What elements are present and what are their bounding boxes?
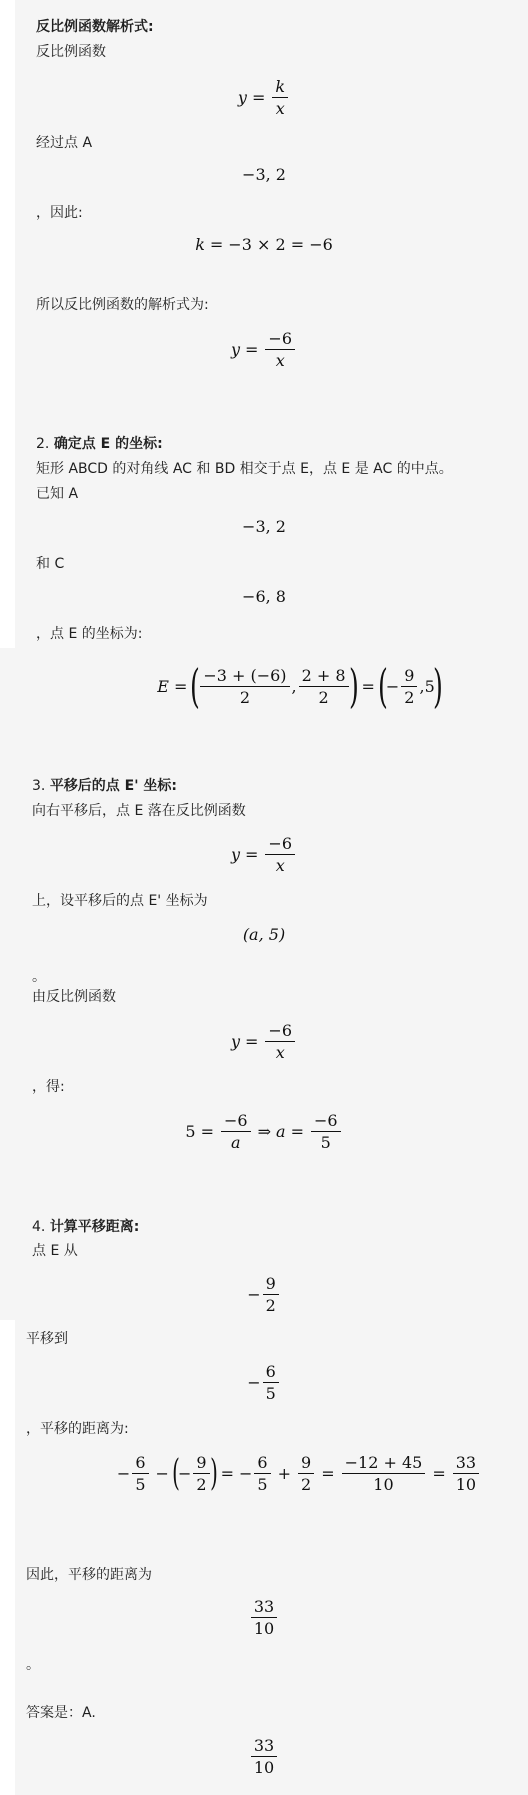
section-4-text-5: 。	[26, 1657, 40, 1673]
section-4-heading: 4. 计算平移距离:	[32, 1219, 140, 1235]
section-1-text-1: 反比例函数	[36, 44, 106, 60]
point-c-coordinates: −6, 8	[242, 587, 286, 606]
formula-distance: − $\frac{6}{5}$ − ( − $\frac{9}{2}$ ) = − $\frac{6}{5}$ + $\frac{9}{2}$ = $\frac{-12 + 45}{10}$ = $\frac{33}{10}$	[35, 1454, 528, 1493]
value-neg-6-over-5: − $\frac{6}{5}$	[0, 1363, 528, 1402]
section-3-text-2: 上，设平移后的点 E' 坐标为	[32, 893, 208, 909]
answer-text: 答案是：A.	[26, 1705, 96, 1721]
section-3-text-4: 由反比例函数	[32, 989, 116, 1005]
section-2-heading: 2. 确定点 E 的坐标:	[36, 436, 163, 452]
answer-value-33-over-10: $\frac{33}{10}$	[0, 1737, 528, 1776]
formula-y-equals-neg6-over-x: y = $\frac{-6}{x}$	[0, 330, 528, 369]
point-e-prime: (a, 5)	[242, 925, 286, 944]
section-1-text-2: 经过点 A	[36, 135, 93, 151]
section-1-heading: 反比例函数解析式:	[36, 19, 154, 35]
section-3-text-1: 向右平移后，点 E 落在反比例函数	[32, 803, 246, 819]
formula-solve-a: 5 = $\frac{-6}{a}$ ⇒ a = $\frac{-6}{5}$	[0, 1112, 528, 1151]
value-33-over-10: $\frac{33}{10}$	[0, 1598, 528, 1637]
section-2-text-2: 已知 A	[36, 486, 79, 502]
section-2-text-4: ，点 E 的坐标为:	[36, 626, 143, 642]
value-neg-9-over-2: − $\frac{9}{2}$	[0, 1275, 528, 1314]
section-3-text-5: ，得:	[32, 1079, 65, 1095]
formula-midpoint-e: E = ( $\frac{-3 + (-6)}{2}$ , $\frac{2 + 8}{2}$ ) = ( − $\frac{9}{2}$ , 5 )	[157, 659, 443, 713]
section-1-text-3: ，因此:	[36, 205, 83, 221]
section-3-heading: 3. 平移后的点 E' 坐标:	[32, 778, 178, 794]
section-2-text-1: 矩形 ABCD 的对角线 AC 和 BD 相交于点 E，点 E 是 AC 的中点。	[36, 461, 453, 477]
formula-k-value: k = −3 × 2 = −6	[195, 235, 333, 254]
section-4-text-1: 点 E 从	[32, 1243, 78, 1259]
section-4-text-4: 因此，平移的距离为	[26, 1567, 152, 1583]
point-a-coordinates-2: −3, 2	[242, 517, 286, 536]
section-2-text-3: 和 C	[36, 556, 65, 572]
point-a-coordinates: −3, 2	[242, 165, 286, 184]
section-3-text-3: 。	[32, 969, 46, 985]
formula-y-equals-neg6-over-x-3: y = $\frac{-6}{x}$	[0, 1022, 528, 1061]
formula-y-equals-neg6-over-x-2: y = $\frac{-6}{x}$	[0, 835, 528, 874]
section-1-text-4: 所以反比例函数的解析式为:	[36, 297, 209, 313]
section-4-text-2: 平移到	[26, 1331, 68, 1347]
formula-y-equals-k-over-x: y = $\frac{k}{x}$	[0, 78, 528, 117]
section-4-text-3: ，平移的距离为:	[26, 1421, 129, 1437]
